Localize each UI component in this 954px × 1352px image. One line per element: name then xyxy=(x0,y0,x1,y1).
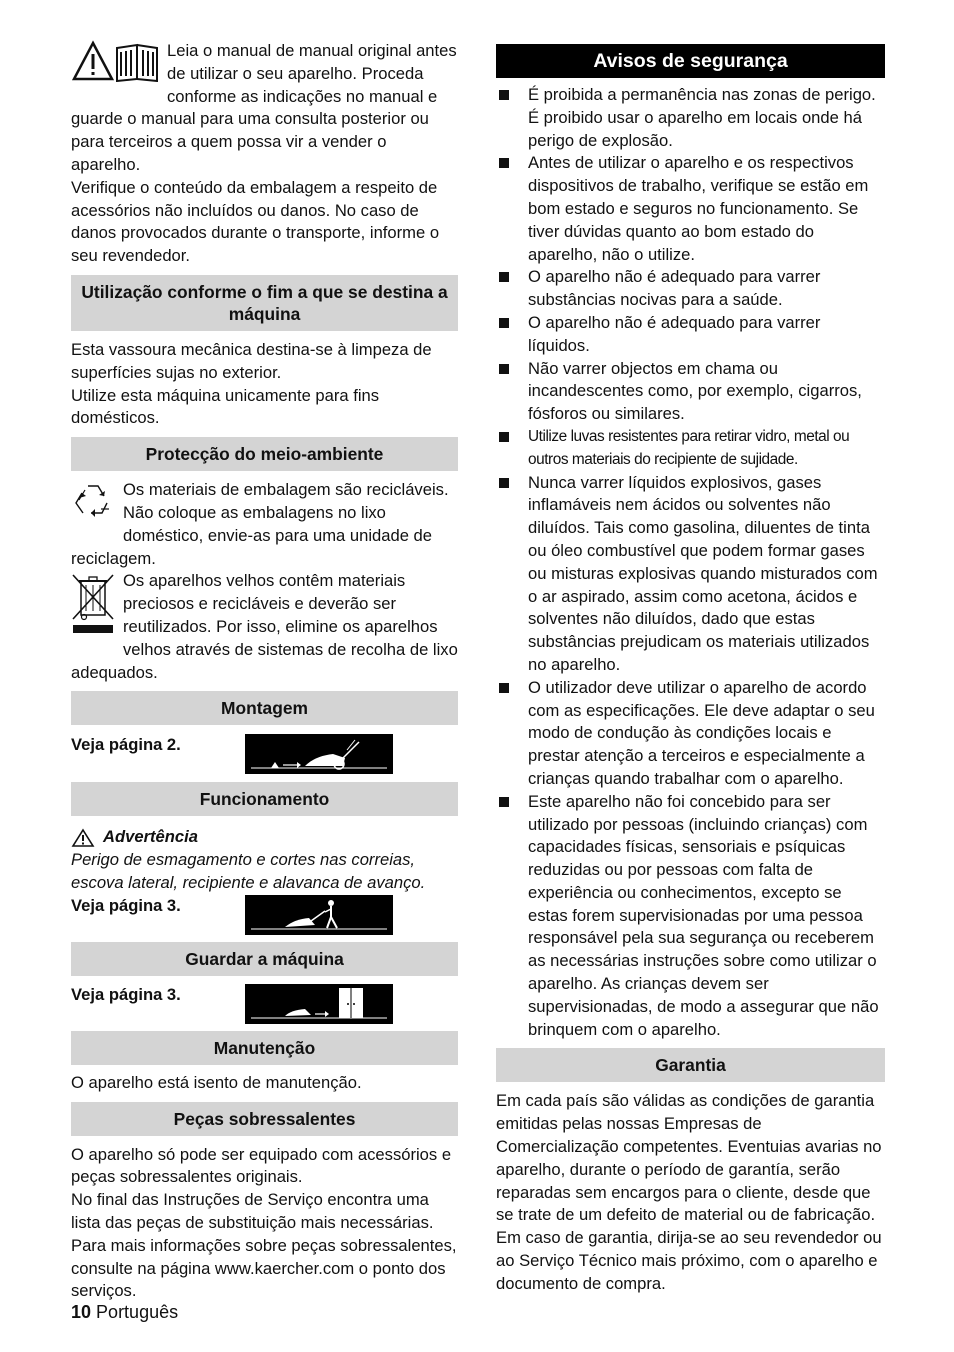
pecas-para-1: O aparelho só pode ser equipado com acessórios e peças sobressalentes originais. xyxy=(71,1144,452,1187)
pecas-section xyxy=(71,1144,458,1304)
crossed-bin-icon xyxy=(71,573,115,642)
page-number: 10 xyxy=(71,1302,92,1322)
montagem-ref: Veja página 2. xyxy=(71,735,181,755)
utilizacao-para-2: Utilize esta máquina unicamente para fins domésticos. xyxy=(71,385,380,428)
montagem-section xyxy=(71,734,458,774)
proteccao-heading: Protecção do meio-ambiente xyxy=(71,437,458,471)
garantia-heading: Garantia xyxy=(496,1048,885,1082)
warning-triangle-icon xyxy=(71,828,95,848)
montagem-heading: Montagem xyxy=(71,691,458,725)
avisos-heading: Avisos de segurança xyxy=(496,44,885,78)
garantia-para-1: Em cada país são válidas as condições de garantia emitidas pelas nossas Empresas de Comercialização competentes. Eventuias avarias no aparelho, durante o período de garantía, serão reparadas sem encargos para o cliente, desde que se trate de um defeito de material ou de fabricação. Em caso de garantia, dirija-se ao seu revendedor ou ao Serviço Técnico mais próximo, com o aparelho e documento de compra. xyxy=(496,1091,882,1293)
list-item: Antes de utilizar o aparelho e os respectivos dispositivos de trabalho, verifique se estão em bom estado e seguros no funcionamento. Se tiver dúvidas quanto ao bom estado do aparelho, não o utilize. xyxy=(496,152,885,266)
list-item: É proibida a permanência nas zonas de perigo. É proibido usar o aparelho em locais onde há perigo de explosão. xyxy=(496,84,885,152)
right-column xyxy=(496,40,885,1296)
list-item: Utilize luvas resistentes para retirar vidro, metal ou outros materiais do recipiente de sujidade. xyxy=(496,426,885,472)
intro-para-2: Verifique o conteúdo da embalagem a respeito de acessórios não incluídos ou danos. No caso de danos provocados durante o transporte, informe o seu revendedor. xyxy=(71,177,440,266)
intro-section xyxy=(71,40,458,268)
proteccao-para-1: Os materiais de embalagem são recicláveis. Não coloque as embalagens no lixo doméstico, envie-as para uma unidade de reciclagem. xyxy=(71,480,449,568)
proteccao-para-2: Os aparelhos velhos contêm materiais preciosos e recicláveis e deverão ser reutilizados. Por isso, elimine os aparelhos velhos através de sistemas de recolha de lixo adequados. xyxy=(71,571,458,682)
list-item: Nunca varrer líquidos explosivos, gases inflamáveis nem ácidos ou solventes não diluídos. Tais como gasolina, diluentes de tinta ou óleo combustível que podem formar gases ou misturas explosivas quando misturados com o ar aspirado, assim como acetona, ácidos e solventes não diluídos, dado que estas substâncias prejudicam os materiais utilizados no aparelho. xyxy=(496,472,885,677)
recycle-icon xyxy=(71,481,115,530)
left-column xyxy=(71,40,458,1303)
proteccao-section xyxy=(71,479,458,684)
list-item: Este aparelho não foi concebido para ser utilizado por pessoas (incluindo crianças) com capacidades físicas, sensoriais e psíquicas reduzidas ou por pessoas com falta de experiência ou conhecimentos, excepto se estas forem supervisionadas por uma pessoa responsável pela sua segurança ou receberem as necessárias instruções sobre como utilizar o aparelho. As crianças devem ser supervisionadas, de modo a assegurar que não brinquem com o aparelho. xyxy=(496,791,885,1042)
footer-language: Português xyxy=(96,1302,179,1322)
page-footer xyxy=(71,1301,178,1324)
utilizacao-section xyxy=(71,339,458,430)
manutencao-heading: Manutenção xyxy=(71,1031,458,1065)
list-item: O utilizador deve utilizar o aparelho de acordo com as especificações. Ele deve adaptar o seu modo de condução às condições locais e prestar atenção a terceiros e especialmente a crianças quando trabalhar com o aparelho. xyxy=(496,677,885,791)
warning-text: Perigo de esmagamento e cortes nas correias, escova lateral, recipiente e alavanca de avanço. xyxy=(71,850,426,892)
list-item: Não varrer objectos em chama ou incandescentes como, por exemplo, cigarros, fósforos ou similares. xyxy=(496,358,885,426)
pecas-heading: Peças sobressalentes xyxy=(71,1102,458,1136)
guardar-heading: Guardar a máquina xyxy=(71,942,458,976)
pecas-para-2: No final das Instruções de Serviço encontra uma lista das peças de substituição mais necessárias. xyxy=(71,1190,434,1232)
funcionamento-section xyxy=(71,826,458,934)
guardar-ref: Veja página 3. xyxy=(71,984,181,1004)
intro-para-1: Leia o manual de manual original antes de utilizar o seu aparelho. Proceda conforme as indicações no manual e guarde o manual para uma consulta posterior ou para terceiros a quem possa vir a vender o aparelho. xyxy=(71,41,457,174)
manutencao-para-1: O aparelho está isento de manutenção. xyxy=(71,1072,362,1092)
funcionamento-ref: Veja página 3. xyxy=(71,895,181,915)
funcionamento-figure xyxy=(245,895,393,935)
list-item: O aparelho não é adequado para varrer substâncias nocivas para a saúde. xyxy=(496,266,885,312)
warning-label: Advertência xyxy=(103,827,198,847)
list-item: O aparelho não é adequado para varrer líquidos. xyxy=(496,312,885,358)
utilizacao-para-1: Esta vassoura mecânica destina-se à limpeza de superfícies sujas no exterior. xyxy=(71,339,432,382)
warning-manual-icon xyxy=(71,40,159,89)
guardar-section xyxy=(71,984,458,1024)
montagem-figure xyxy=(245,734,393,774)
avisos-list xyxy=(496,84,885,1041)
guardar-figure xyxy=(245,984,393,1024)
utilizacao-heading: Utilização conforme o fim a que se destina a máquina xyxy=(71,275,458,331)
warning-row xyxy=(71,826,458,849)
pecas-para-3: Para mais informações sobre peças sobressalentes, consulte na página www.kaercher.com o ponto dos serviços. xyxy=(71,1235,457,1301)
funcionamento-heading: Funcionamento xyxy=(71,782,458,816)
